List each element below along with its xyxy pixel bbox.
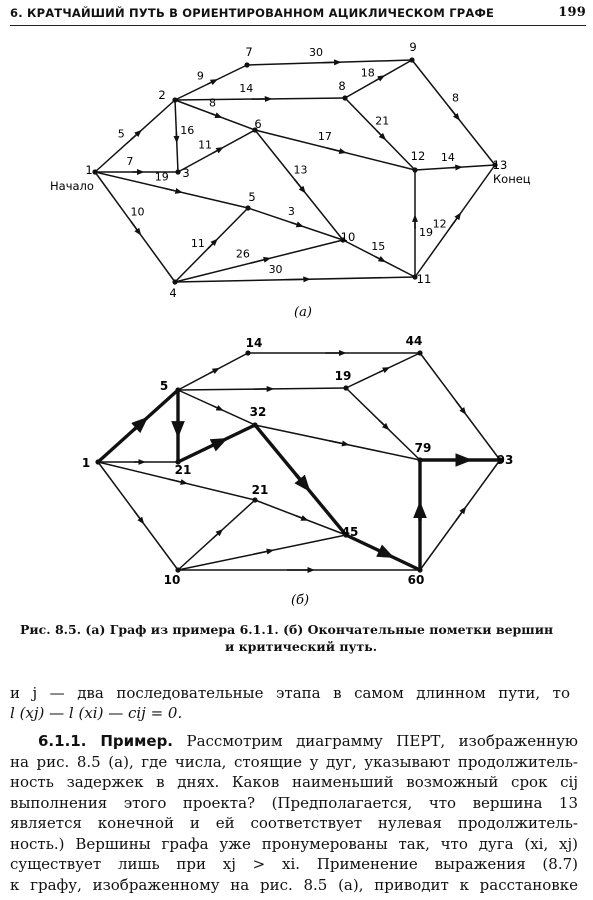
b-node-4 bbox=[175, 567, 180, 572]
a-edge-weight-9-13: 8 bbox=[451, 91, 459, 105]
a-edge-weight-10-11: 15 bbox=[371, 239, 386, 253]
a-node-label-1: 1 bbox=[85, 163, 93, 177]
a-edge-weight-1-2: 5 bbox=[117, 127, 125, 141]
b-arrow-5-10 bbox=[296, 516, 305, 520]
graph-b-label: (б) bbox=[290, 593, 310, 608]
a-edge-weight-7-9: 30 bbox=[308, 45, 323, 59]
b-node-11 bbox=[417, 567, 422, 572]
a-arrow-12-13 bbox=[451, 167, 459, 168]
b-arrow-11-13 bbox=[456, 510, 464, 521]
a-edge-weight-5-10: 3 bbox=[287, 205, 295, 219]
a-edge-weight-11-13: 12 bbox=[432, 217, 447, 231]
b-node-7 bbox=[245, 350, 250, 355]
a-node-2 bbox=[172, 97, 177, 102]
b-arrow-4-5 bbox=[213, 532, 221, 539]
paragraph-continuation bbox=[10, 683, 570, 723]
a-node-label-13: 13 bbox=[492, 158, 508, 172]
a-node-8 bbox=[342, 95, 347, 100]
example-line-7: к графу, изображенному на рис. 8.5 (а), приводит к расстановке bbox=[10, 875, 578, 894]
b-node-label-7: 14 bbox=[245, 336, 263, 350]
example-line-5: ность.) Вершины графа уже пронумерованы так, что дуга (xi, xj) bbox=[10, 834, 578, 853]
b-node-label-5: 21 bbox=[251, 483, 269, 497]
b-arrow-2-6 bbox=[213, 406, 221, 410]
a-arrow-2-6 bbox=[211, 114, 219, 117]
b-arrow-1-4 bbox=[134, 511, 142, 522]
example-paragraph bbox=[10, 731, 578, 895]
a-edge-weight-8-12: 21 bbox=[375, 114, 390, 128]
b-node-9 bbox=[417, 350, 422, 355]
a-edge-weight-6-10: 13 bbox=[293, 163, 308, 177]
example-line-3: выполнения этого проекта? (Предполагается, что вершина 13 bbox=[10, 793, 578, 812]
b-node-1 bbox=[95, 459, 100, 464]
example-line-0: Рассмотрим диаграмму ПЕРТ, изображенную bbox=[186, 732, 578, 750]
a-edge-weight-2-3: 16 bbox=[180, 123, 195, 137]
a-node-1 bbox=[92, 169, 97, 174]
a-node-label-3: 3 bbox=[182, 166, 190, 180]
b-node-label-4: 10 bbox=[163, 573, 181, 587]
a-edge-weight-4-11: 30 bbox=[268, 262, 283, 276]
b-arrow-8-9 bbox=[379, 369, 386, 373]
a-node-7 bbox=[244, 62, 249, 67]
a-arrow-10-11 bbox=[375, 257, 382, 261]
caption-line-2: и критический путь. bbox=[225, 639, 378, 654]
a-arrow-1-2 bbox=[131, 132, 139, 139]
b-node-label-3: 21 bbox=[174, 463, 192, 477]
graph-a bbox=[85, 40, 507, 300]
a-arrow-4-5 bbox=[208, 241, 215, 248]
a-node-label-6: 6 bbox=[254, 117, 262, 131]
figure-caption bbox=[20, 621, 580, 655]
example-line-6: существует лишь при xj > xi. Применение выражения (8.7) bbox=[10, 855, 578, 873]
b-arrow-8-12 bbox=[379, 420, 386, 427]
b-node-8 bbox=[343, 385, 348, 390]
a-node-9 bbox=[409, 57, 414, 62]
a-edge-weight-2-8: 14 bbox=[239, 82, 254, 96]
a-node-label-11: 11 bbox=[416, 272, 432, 286]
a-node-label-2: 2 bbox=[158, 88, 166, 102]
example-heading: 6.1.1. Пример. bbox=[38, 732, 174, 750]
b-node-label-12: 79 bbox=[414, 441, 432, 455]
a-arrow-8-9 bbox=[375, 77, 382, 81]
graph-a-label: (а) bbox=[294, 305, 312, 320]
b-arrow-9-13 bbox=[456, 401, 464, 412]
a-node-label-8: 8 bbox=[338, 79, 346, 93]
a-node-label-5: 5 bbox=[248, 190, 256, 204]
a-arrow-9-13 bbox=[449, 107, 457, 118]
b-node-2 bbox=[175, 387, 180, 392]
b-node-label-11: 60 bbox=[407, 573, 425, 587]
b-node-label-6: 32 bbox=[249, 405, 267, 419]
b-arrow-6-12 bbox=[329, 441, 346, 445]
a-node-4 bbox=[172, 279, 177, 284]
b-node-label-8: 19 bbox=[334, 369, 352, 383]
b-arrow-1-2 bbox=[134, 422, 142, 429]
graph-b bbox=[82, 334, 514, 587]
a-arrow-8-12 bbox=[377, 130, 384, 137]
a-node-label-7: 7 bbox=[245, 45, 253, 59]
a-arrow-7-9 bbox=[321, 62, 338, 63]
a-edge-weight-12-13: 14 bbox=[440, 150, 455, 164]
a-edge-weight-1-4: 10 bbox=[130, 205, 145, 219]
a-edge-weight-2-6: 8 bbox=[208, 96, 216, 110]
a-arrow-11-13 bbox=[451, 215, 459, 226]
b-arrow-6-10 bbox=[296, 475, 305, 486]
a-arrow-2-7 bbox=[207, 81, 214, 85]
b-arrow-2-7 bbox=[210, 370, 217, 374]
a-arrow-6-10 bbox=[295, 180, 304, 191]
a-edge-weight-2-7: 9 bbox=[196, 69, 204, 83]
a-node-5 bbox=[245, 205, 250, 210]
b-node-12 bbox=[417, 457, 422, 462]
b-node-label-9: 44 bbox=[405, 334, 423, 348]
b-node-label-1: 1 bbox=[81, 456, 91, 470]
b-node-6 bbox=[252, 422, 257, 427]
a-edge-weight-3-6: 11 bbox=[198, 138, 213, 152]
a-edge-weight-4-5: 11 bbox=[190, 237, 205, 251]
a-edge-weight-11-12: 19 bbox=[419, 226, 433, 240]
a-edge-weight-1-3: 7 bbox=[126, 155, 134, 168]
section-title: 6. КРАТЧАЙШИЙ ПУТЬ В ОРИЕНТИРОВАННОМ АЦИКЛИЧЕСКОМ ГРАФЕ bbox=[10, 6, 495, 20]
a-arrow-4-11 bbox=[283, 279, 307, 280]
a-edge-weight-6-12: 17 bbox=[317, 130, 332, 144]
a-node-label-10: 10 bbox=[340, 230, 356, 244]
a-arrow-3-6 bbox=[213, 149, 221, 153]
b-node-label-2: 5 bbox=[159, 379, 169, 393]
b-node-label-10: 45 bbox=[341, 525, 359, 539]
example-line-2: ность задержек в днях. Каков наименьший возможный срок cij bbox=[10, 773, 578, 791]
b-arrow-4-10 bbox=[254, 551, 271, 555]
b-node-5 bbox=[252, 497, 257, 502]
caption-line-1: Рис. 8.5. (а) Граф из примера 6.1.1. (б) Окончательные пометки вершин bbox=[20, 622, 554, 637]
example-line-1: на рис. 8.5 (а), где числа, стоящие у дуг, указывают продолжитель- bbox=[10, 752, 578, 771]
page-number: 199 bbox=[558, 5, 586, 20]
paragraph1-line-1: и j — два последовательные этапа в самом длинном пути, то bbox=[10, 684, 570, 702]
a-arrow-1-5 bbox=[164, 188, 179, 192]
a-edge-weight-4-10: 26 bbox=[235, 247, 250, 261]
a-arrow-6-12 bbox=[327, 148, 343, 152]
a-node-label-12: 12 bbox=[410, 149, 426, 163]
b-arrow-1-5 bbox=[169, 479, 185, 483]
paragraph1-line-2: l (xj) — l (xi) — cij = 0. bbox=[10, 704, 183, 722]
a-node-12 bbox=[412, 167, 417, 172]
example-line-4: является конечной и ей соответствует нулевая продолжитель- bbox=[10, 814, 578, 832]
a-node-3 bbox=[175, 169, 180, 174]
b-node-label-13: 93 bbox=[496, 453, 514, 467]
a-arrow-1-4 bbox=[131, 222, 139, 233]
a-edge-weight-1-5: 19 bbox=[154, 170, 169, 184]
a-arrow-4-10 bbox=[251, 259, 268, 263]
start-label: Начало bbox=[50, 179, 94, 193]
a-edge-weight-8-9: 18 bbox=[360, 66, 375, 80]
a-arrow-5-10 bbox=[291, 222, 301, 225]
a-node-label-9: 9 bbox=[409, 40, 417, 54]
b-arrow-10-11 bbox=[379, 551, 386, 555]
b-arrow-3-6 bbox=[213, 442, 221, 446]
a-node-label-4: 4 bbox=[169, 286, 177, 300]
end-label: Конец bbox=[493, 172, 531, 186]
